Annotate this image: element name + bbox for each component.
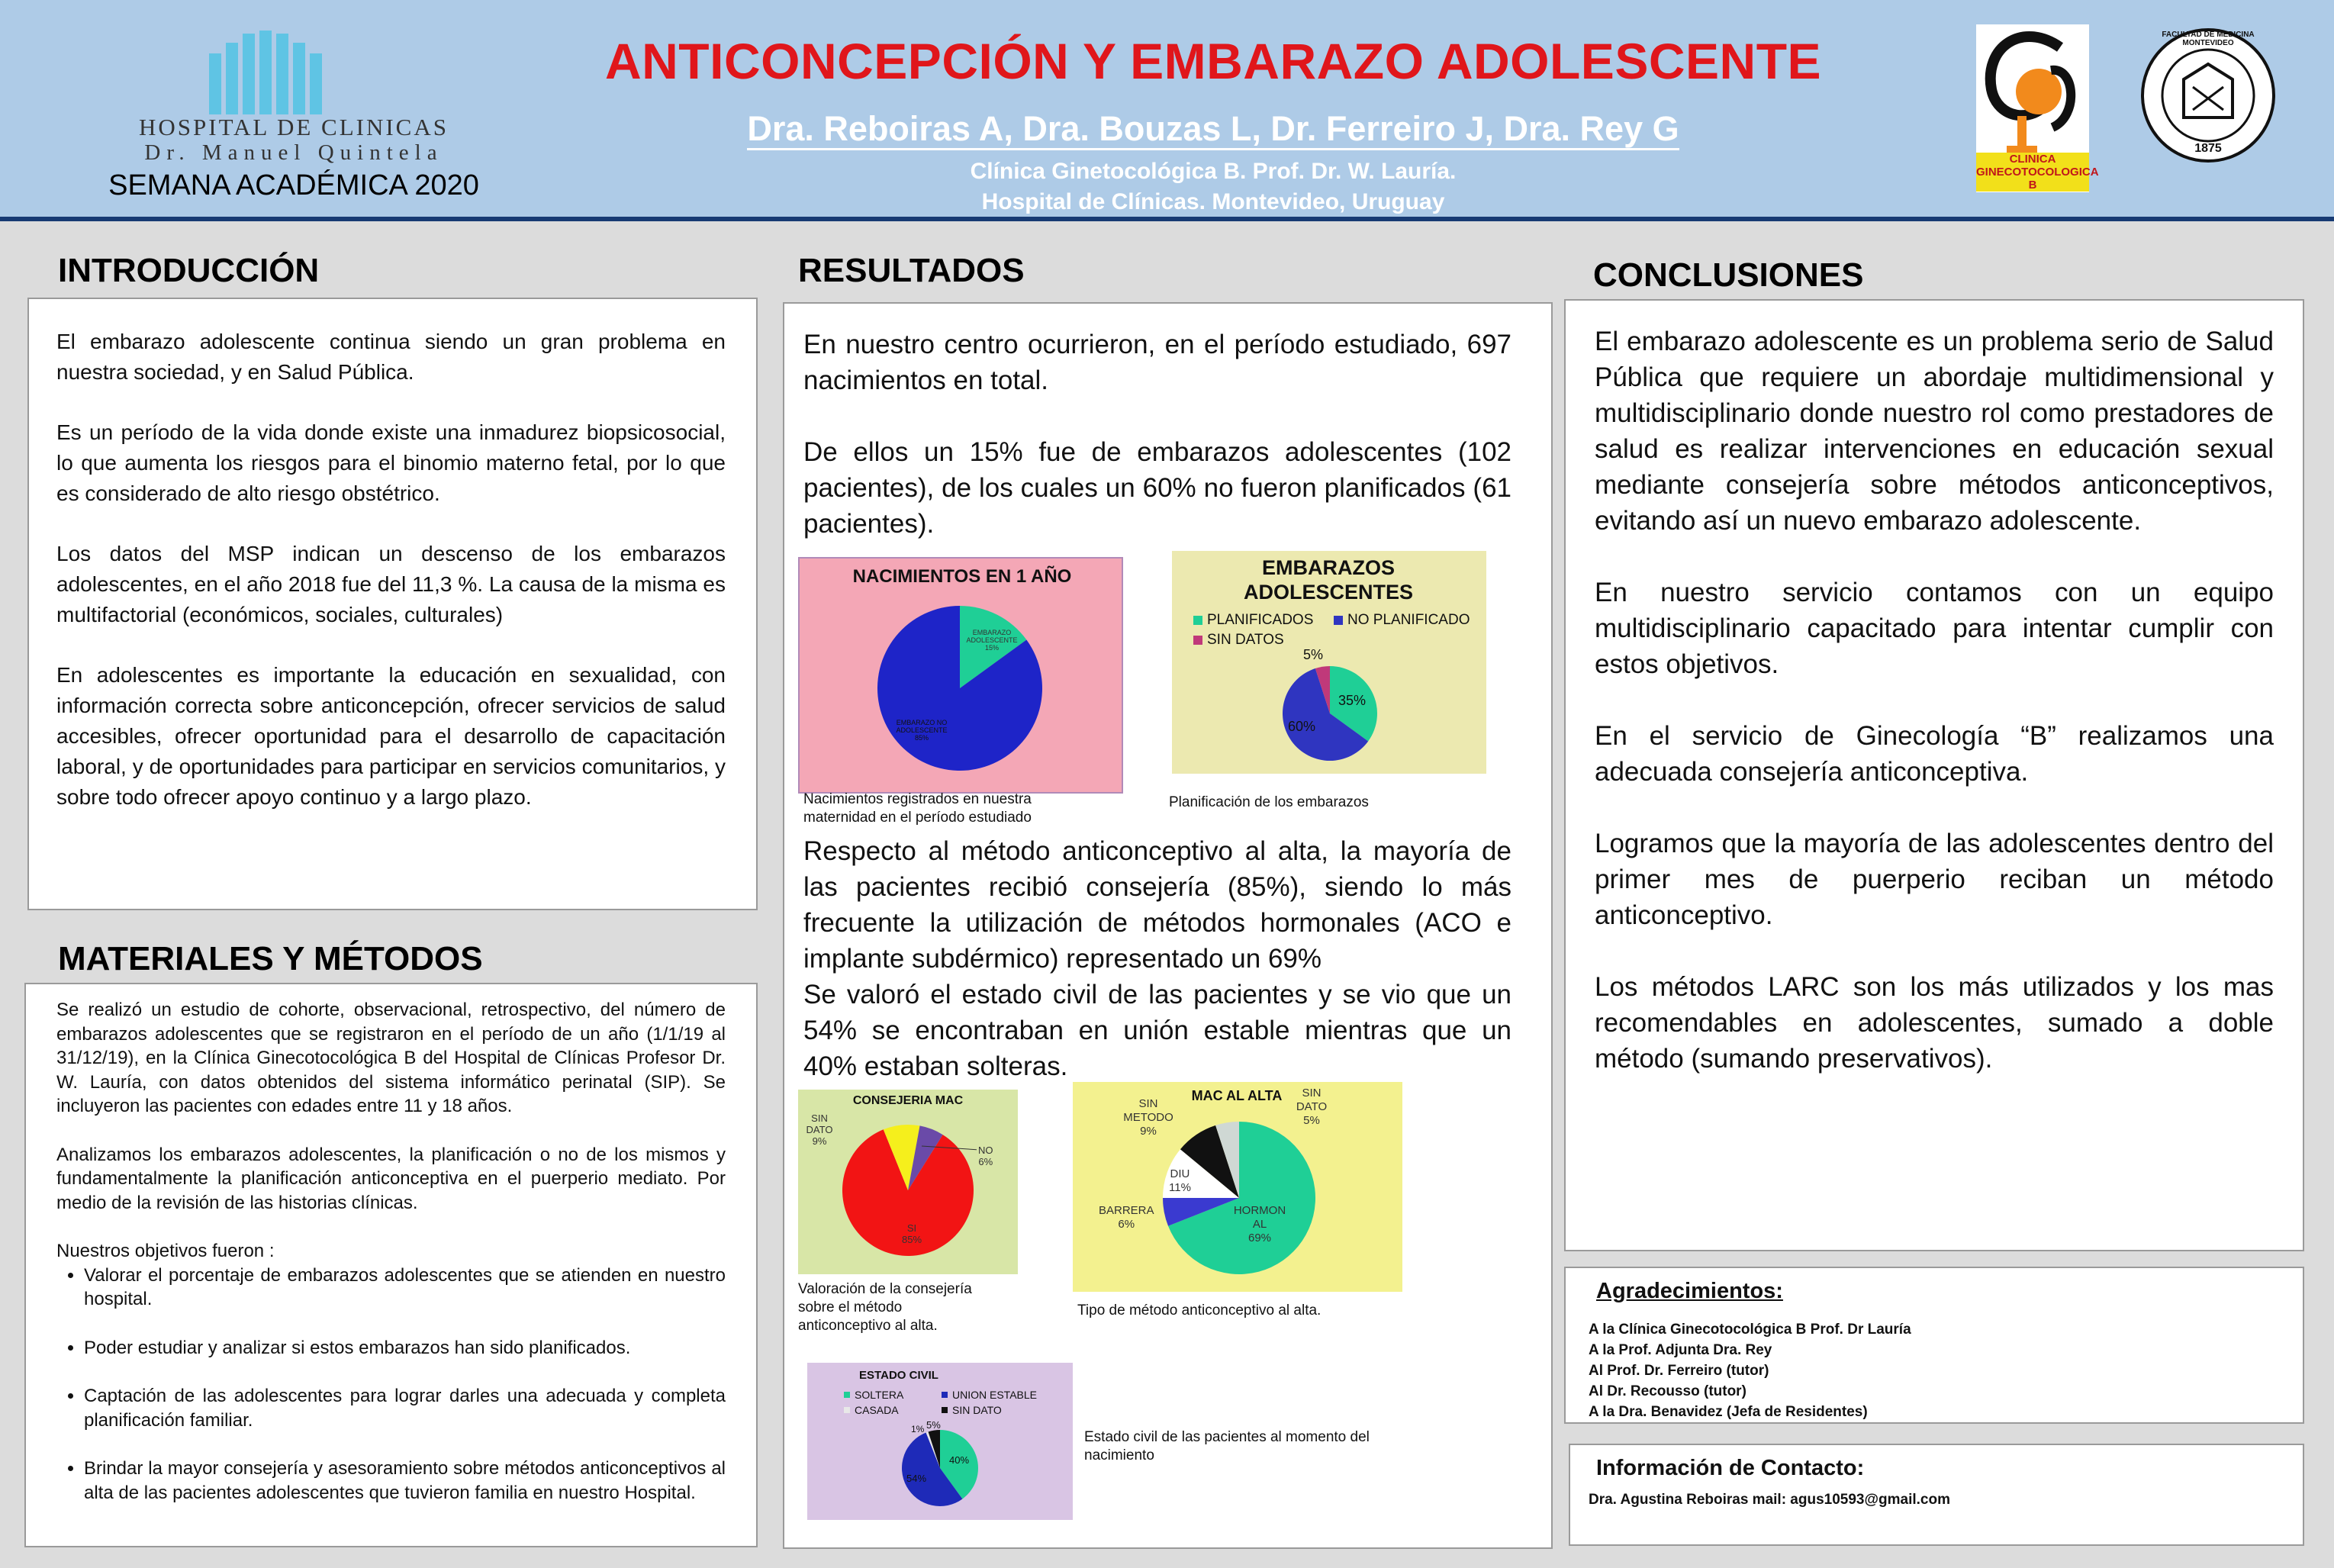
legend-swatch: [1334, 616, 1343, 625]
conclusions-heading: CONCLUSIONES: [1593, 256, 1864, 294]
chart-caption: Estado civil de las pacientes al momento del nacimiento: [1084, 1429, 1370, 1463]
contact-heading: Información de Contacto:: [1596, 1456, 1865, 1480]
chart-title: MAC AL ALTA: [1191, 1088, 1283, 1103]
pie-label: [978, 1145, 993, 1167]
intro-paragraph: Es un período de la vida donde existe una inmadurez biopsicosocial, lo que aumenta los riesgos para el binomio materno fetal, por lo que es considerado de alto riesgo obstétrico.: [56, 420, 726, 505]
legend-item: [1193, 632, 1284, 649]
poster-affiliation: [580, 156, 1846, 217]
chart-planning-pie: [1280, 664, 1379, 763]
pie-label-name: SI: [906, 1222, 917, 1234]
pie-label-name: HORMON AL: [1233, 1204, 1286, 1231]
legend-item: [844, 1404, 899, 1416]
faculty-seal: [2139, 26, 2277, 165]
chart-title: EMBARAZOS ADOLESCENTES: [1243, 556, 1414, 604]
pie-label-value: 85%: [902, 1234, 922, 1245]
list-item: • Captación de las adolescentes para lograr darles una adecuada y completa planificación familiar.: [84, 1384, 726, 1432]
list-item: Al Dr. Recousso (tutor): [1589, 1383, 1746, 1399]
legend-swatch: [1193, 636, 1202, 645]
methods-heading: MATERIALES Y MÉTODOS: [58, 940, 483, 977]
chart-planning-panel: [1172, 551, 1486, 774]
list-item: A la Prof. Adjunta Dra. Rey: [1589, 1342, 1772, 1358]
pie-label-name: EMBARAZO ADOLESCENTE: [966, 629, 1018, 644]
clinic-logo: [1976, 24, 2099, 192]
pie-value-label: 1%: [911, 1424, 925, 1434]
pie-value-label: 54%: [906, 1473, 927, 1484]
results-paragraph: En nuestro centro ocurrieron, en el período estudiado, 697 nacimientos en total.: [803, 330, 1511, 395]
acknowledgements-box: [1564, 1267, 2304, 1424]
results-text-top: [803, 327, 1511, 542]
pie-value-label: 60%: [1288, 719, 1316, 734]
conclusions-paragraph: Los métodos LARC son los más utilizados y los mas recomendables en adolescentes, sumado a doble método (sumando preservativos).: [1595, 972, 2274, 1074]
pie-label: [1122, 1097, 1175, 1138]
conclusions-paragraph: Logramos que la mayoría de las adolescentes dentro del primer mes de puerperio reciban un método anticonceptivo.: [1595, 829, 2274, 930]
pie-value-label: 5%: [1303, 647, 1324, 662]
results-paragraph: Se valoró el estado civil de las pacientes y se vio que un 54% se encontraban en unión estable mientras que un 40% estaban solteras.: [803, 980, 1511, 1081]
pie-label-name: DIU: [1170, 1167, 1190, 1180]
pie-label-value: 9%: [1140, 1125, 1157, 1138]
chart-births-panel: [798, 557, 1123, 794]
list-item: A la Clínica Ginecotocológica B Prof. Dr Lauría: [1589, 1322, 1911, 1338]
conclusions-paragraph: El embarazo adolescente es un problema serio de Salud Pública que requiere un abordaje multidimensional y multidisciplinario donde nuestro rol como prestadores de salud es realizar intervenciones en educación sexual mediante consejería sobre métodos anticonceptivos, evitando así un nuevo embarazo adolescente.: [1595, 327, 2274, 536]
affiliation-line-2: Hospital de Clínicas. Montevideo, Uruguay: [981, 189, 1445, 214]
chart-civil-pie: [900, 1428, 980, 1508]
legend-swatch: [844, 1392, 850, 1398]
pie-label-value: 85%: [914, 734, 929, 742]
conclusions-paragraph: En nuestro servicio contamos con un equipo multidisciplinario capacitado para intentar cumplir con estos objetivos.: [1595, 578, 2274, 679]
pie-value-label: 35%: [1338, 693, 1367, 708]
conclusions-text: [1595, 324, 2274, 1077]
intro-box: [27, 298, 758, 910]
chart-caption: Valoración de la consejería sobre el método anticonceptivo al alta.: [798, 1281, 972, 1334]
results-paragraph: Respecto al método anticonceptivo al alta, la mayoría de las pacientes recibió consejería (85%), siendo lo más frecuente la utilización de métodos hormonales (ACO e implante subdérmico) representado un 69%: [803, 836, 1511, 974]
poster-authors: [580, 109, 1846, 149]
conclusions-box: [1564, 299, 2304, 1251]
pie-label: [1169, 1167, 1191, 1195]
pie-label-name: SIN DATO: [1296, 1087, 1328, 1113]
legend-swatch: [942, 1407, 948, 1413]
faculty-seal-text: FACULTAD DE MEDICINA MONTEVIDEO: [2162, 31, 2255, 47]
pie-label-name: SIN DATO: [806, 1112, 833, 1135]
legend-label: UNION ESTABLE: [952, 1389, 1037, 1401]
legend-label: NO PLANIFICADO: [1347, 612, 1470, 628]
objectives-list: [56, 1264, 726, 1505]
legend-label: PLANIFICADOS: [1207, 612, 1314, 628]
hospital-subtitle: Dr. Manuel Quintela: [144, 140, 443, 165]
pie-label-name: NO: [978, 1145, 993, 1156]
list-item: A la Dra. Benavidez (Jefa de Residentes): [1589, 1404, 1868, 1420]
pie-label: [884, 719, 960, 742]
faculty-seal-year: 1875: [2194, 142, 2222, 155]
intro-paragraph: En adolescentes es importante la educación en sexualidad, con información correcta sobre anticoncepción, ofrecer servicios de salud accesibles, ofrecer oportunidad para el desarrollo de capacitación laboral, y de oportunidades para participar en servicios comunitarios, y sobre todo ofrecer apoyo continuo y a largo plazo.: [56, 663, 726, 809]
chart-title: NACIMIENTOS EN 1 AÑO: [852, 566, 1072, 587]
legend-swatch: [942, 1392, 948, 1398]
legend-swatch: [1193, 616, 1202, 625]
methods-paragraph: Analizamos los embarazos adolescentes, la planificación o no de los mismos y fundamentalmente la planificación anticonceptiva en el puerperio mediato. Por medio de la revisión de las historias clínicas.: [56, 1144, 726, 1213]
list-item: • Poder estudiar y analizar si estos embarazos han sido planificados.: [84, 1336, 726, 1360]
acknowledgements-heading: Agradecimientos:: [1596, 1279, 1783, 1303]
pie-label-name: SIN METODO: [1123, 1097, 1173, 1124]
chart-counseling-panel: [798, 1090, 1018, 1274]
pie-label-value: 15%: [984, 644, 999, 652]
pie-label: [902, 1222, 922, 1245]
methods-paragraph: Nuestros objetivos fueron :: [56, 1241, 275, 1261]
list-item: • Valorar el porcentaje de embarazos adolescentes que se atienden en nuestro hospital.: [84, 1264, 726, 1312]
chart-caption: Planificación de los embarazos: [1169, 794, 1369, 810]
pie-label: [804, 1112, 835, 1147]
legend-item: [942, 1404, 1002, 1416]
hospital-name: HOSPITAL DE CLINICAS: [139, 114, 449, 140]
conclusions-paragraph: En el servicio de Ginecología “B” realizamos una adecuada consejería anticonceptiva.: [1595, 721, 2274, 787]
legend-item: [942, 1389, 1037, 1401]
acknowledgements-list: [1589, 1319, 2281, 1422]
pie-label: [961, 629, 1022, 652]
legend-item: [1334, 612, 1470, 629]
methods-paragraph: Se realizó un estudio de cohorte, observacional, retrospectivo, del número de embarazos adolescentes que se registraron en el período de un año (1/1/19 al 31/12/19), en la Clínica Ginecotocológica B del Hospital de Clínicas Profesor Dr. W. Lauría, con datos obtenidos del sistema informático perinatal (SIP). Se incluyeron las pacientes con edades entre 11 y 18 años.: [56, 1000, 726, 1116]
clinic-logo-text: CLINICA GINECOTOCOLOGICA B: [1976, 153, 2099, 192]
chart-caption: Tipo de método anticonceptivo al alta.: [1077, 1302, 1322, 1318]
chart-method-panel: [1073, 1082, 1402, 1292]
intro-paragraph: Los datos del MSP indican un descenso de los embarazos adolescentes, en el año 2018 fue del 11,3 %. La causa de la misma es multifactorial (económicos, sociales, culturales): [56, 542, 726, 626]
results-paragraph: De ellos un 15% fue de embarazos adolescentes (102 pacientes), de los cuales un 60% no fueron planificados (61 pacientes).: [803, 437, 1511, 539]
legend-swatch: [844, 1407, 850, 1413]
pie-label-value: 6%: [978, 1156, 993, 1167]
event-name: SEMANA ACADÉMICA 2020: [108, 169, 479, 201]
pie-label-value: 5%: [1303, 1114, 1320, 1127]
pie-label-value: 11%: [1169, 1181, 1191, 1194]
chart-civil-panel: [807, 1363, 1073, 1520]
contact-text: Dra. Agustina Reboiras mail: agus10593@gmail.com: [1589, 1492, 1950, 1508]
contact-box: [1569, 1444, 2304, 1546]
pie-label: [1233, 1204, 1286, 1245]
legend-item: [844, 1389, 903, 1401]
pie-label: [1099, 1204, 1154, 1232]
pie-value-label: 40%: [949, 1454, 970, 1466]
pie-label-value: 6%: [1118, 1218, 1135, 1231]
methods-box: [24, 983, 758, 1547]
pie-label: [1293, 1087, 1331, 1128]
poster-title: ANTICONCEPCIÓN Y EMBARAZO ADOLESCENTE: [604, 33, 1822, 89]
pie-label-value: 69%: [1247, 1232, 1272, 1244]
legend-label: CASADA: [855, 1404, 899, 1416]
legend-label: SIN DATOS: [1207, 632, 1284, 648]
intro-paragraph: El embarazo adolescente continua siendo un gran problema en nuestra sociedad, y en Salud Pública.: [56, 330, 726, 384]
chart-method-pie: [1161, 1120, 1317, 1276]
list-item: • Brindar la mayor consejería y asesoramiento sobre métodos anticonceptivos al alta de las pacientes adolescentes que tuvieron familia en nuestro Hospital.: [84, 1457, 726, 1505]
authors-text: Dra. Reboiras A, Dra. Bouzas L, Dr. Ferreiro J, Dra. Rey G: [747, 109, 1679, 150]
legend-label: SOLTERA: [855, 1389, 904, 1401]
affiliation-line-1: Clínica Ginetocológica B. Prof. Dr. W. Lauría.: [970, 159, 1457, 184]
chart-title: ESTADO CIVIL: [859, 1369, 938, 1382]
intro-heading: INTRODUCCIÓN: [58, 252, 320, 289]
chart-title: CONSEJERIA MAC: [852, 1094, 964, 1107]
intro-text: [56, 327, 726, 813]
list-item: Al Prof. Dr. Ferreiro (tutor): [1589, 1363, 1769, 1379]
results-heading: RESULTADOS: [798, 252, 1025, 289]
pie-label-name: BARRERA: [1099, 1204, 1154, 1217]
pie-value-label: 5%: [926, 1419, 941, 1431]
methods-text: [56, 998, 726, 1505]
hospital-logo-icon: [208, 31, 330, 114]
pie-label-name: EMBARAZO NO ADOLESCENTE: [896, 719, 948, 734]
legend-item: [1193, 612, 1313, 629]
legend-label: SIN DATO: [952, 1404, 1002, 1416]
pie-label-value: 9%: [812, 1135, 827, 1147]
results-text-middle: [803, 833, 1511, 1084]
chart-caption: Nacimientos registrados en nuestra maternidad en el período estudiado: [803, 791, 1032, 826]
